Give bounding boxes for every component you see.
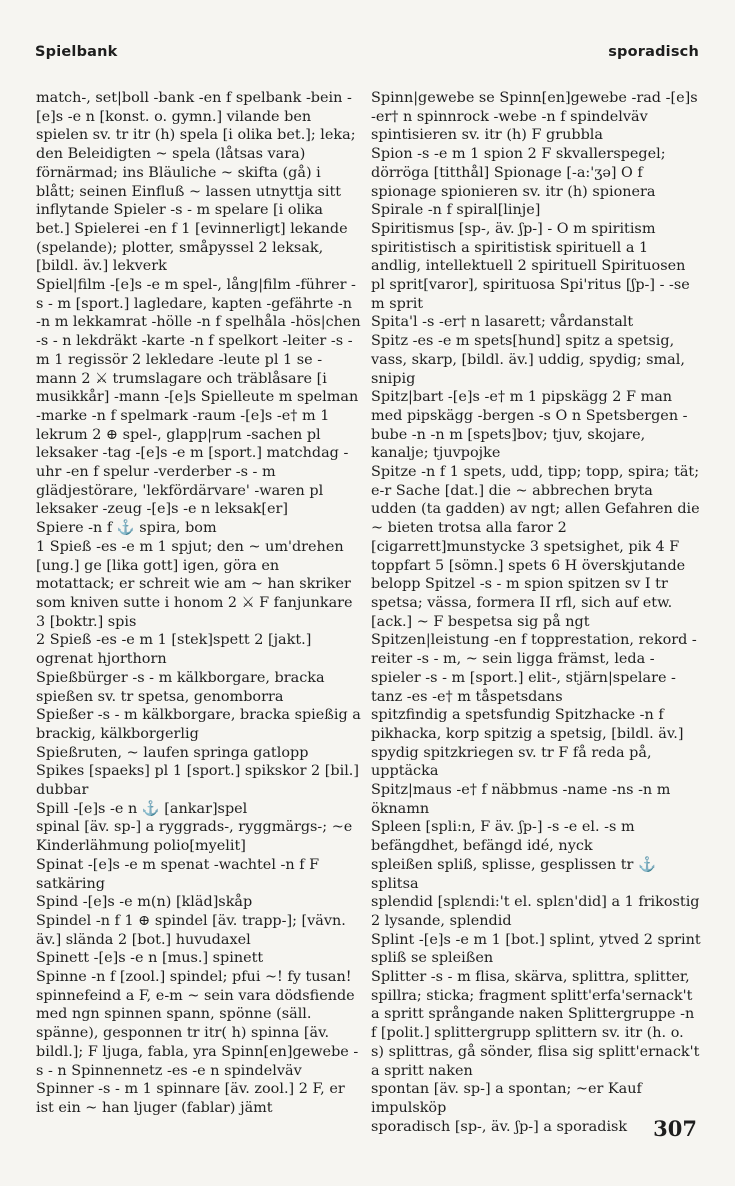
dictionary-entry: Spinett -[e]s -e n [mus.] spinett: [36, 950, 264, 967]
dictionary-entry: Spitzen|leistung -en f topprestation, rekord -reiter -s - m, ~ sein ligga främst, leda -spieler -s - m [sport.] elit-, stjärn|spelare -tanz -es -e† m tåspetsdans: [371, 632, 697, 705]
dictionary-entry: Spießruten, ~ laufen springa gatlopp: [36, 744, 309, 761]
dictionary-entry: Spiere -n f ⚓ spira, bom: [36, 520, 217, 537]
right-column: [371, 89, 701, 1136]
dictionary-entry: Spikes [spaeks] pl 1 [sport.] spikskor 2 [bil.] dubbar: [36, 763, 359, 799]
dictionary-entry: spliß se spleißen: [371, 950, 494, 967]
dictionary-entry: Spiritismus [sp-, äv. ʃp-] - O m spiritism spiritistisch a spiritistisk spirituell a 1 andlig, intellektuell 2 spirituell Spirituosen pl sprit[varor], spirituosa Spi'ritus [ʃp-] - -se m sprit: [371, 220, 690, 312]
dictionary-entry: Spill -[e]s -e n ⚓ [ankar]spel: [36, 800, 248, 817]
dictionary-entry: spontan [äv. sp-] a spontan; ~er Kauf impulsköp: [371, 1081, 642, 1116]
dictionary-entry: Spießbürger -s - m kälkborgare, bracka: [36, 669, 325, 686]
dictionary-entry: Spitz|maus -e† f näbbmus -name -ns -n m öknamn: [371, 782, 671, 817]
running-head-right: sporadisch: [608, 44, 699, 60]
dictionary-entry: Spind -[e]s -e m(n) [kläd]skåp: [36, 894, 253, 911]
dictionary-entry: match-, set|boll -bank -en f spelbank -bein -[e]s -e n [konst. o. gymn.] vilande ben: [36, 90, 352, 125]
left-column: [36, 89, 361, 1118]
dictionary-entry: spinal [äv. sp-] a ryggrads-, ryggmärgs-; ~e Kinderlähmung polio[myelit]: [36, 819, 353, 855]
dictionary-entry: spleißen spliß, splisse, gesplissen tr ⚓ splitsa: [371, 856, 656, 892]
dictionary-entry: spielen sv. tr itr (h) spela [i olika bet.]; leka; den Beleidigten ~ spela (låtsas vara) förnärmad; ins Bläuliche ~ skifta (gå) i blått; seinen Einfluß ~ lassen utnyttja sitt inflytande Spieler -s - m spelare [i olika bet.] Spielerei -en f 1 [evinnerligt] lekande (spelande); plotter, småpyssel 2 leksak, [bildl. äv.] lekverk: [36, 127, 356, 275]
page-number: 307: [653, 1116, 697, 1141]
dictionary-entry: Spitz -es -e m spets[hund] spitz a spetsig, vass, skarp, [bildl. äv.] uddig, spydig; smal, snipig: [371, 333, 685, 387]
dictionary-entry: spießen sv. tr spetsa, genomborra: [36, 688, 284, 705]
dictionary-entry: Splint -[e]s -e m 1 [bot.] splint, ytved 2 sprint: [371, 931, 701, 948]
dictionary-entry: Spiel|film -[e]s -e m spel-, lång|film -führer -s - m [sport.] lagledare, kapten -gefährte -n -n m lekkamrat -hölle -n f spelhåla -hös|chen -s - n lekdräkt -karte -n f spelkort -leiter -s - m 1 regissör 2 lekledare -leute pl 1 se -mann 2 ⚔ trumslagare och träblåsare [i musikkår] -mann -[e]s Spielleute m spelman -marke -n f spelmark -raum -[e]s -e† m 1 lekrum 2 ⊕ spel-, glapp|rum -sachen pl leksaker -tag -[e]s -e m [sport.] matchdag -uhr -en f spelur -verderber -s - m glädjestörare, 'lekfördärvare' -waren pl leksaker -zeug -[e]s -e n leksak[er]: [36, 277, 361, 518]
dictionary-entry: Spinn|gewebe se Spinn[en]gewebe -rad -[e]s -er† n spinnrock -webe -n f spindelväv: [371, 90, 698, 125]
dictionary-entry: spitzfindig a spetsfundig Spitzhacke -n f pikhacka, korp spitzig a spetsig, [bildl. äv.] spydig spitzkriegen sv. tr F få reda på, upptäcka: [371, 707, 684, 780]
dictionary-entry: 2 Spieß -es -e m 1 [stek]spett 2 [jakt.] ogrenat hjorthorn: [36, 632, 312, 668]
dictionary-entry: Spleen [spli:n, F äv. ʃp-] -s -e el. -s m befängdhet, befängd idé, nyck: [371, 819, 635, 855]
dictionary-entry: spintisieren sv. itr (h) F grubbla: [371, 127, 603, 144]
dictionary-entry: Splitter -s - m flisa, skärva, splittra, splitter, spillra; sticka; fragment splitt'erfa'sernack't a spritt språngande naken Splittergruppe -n f [polit.] splittergrupp splittern sv. itr (h. o. s) splittras, gå sönder, flisa sig splitt'ernack't a spritt naken: [371, 969, 700, 1079]
dictionary-entry: Spinne -n f [zool.] spindel; pfui ~! fy tusan! spinnefeind a F, e-m ~ sein vara dödsfiende med ngn spinnen spann, spönne (säll. spänne), gesponnen tr itr( h) spinna [äv. bildl.]; F ljuga, fabla, yra Spinn[en]gewebe -s - n Spinnennetz -es -e n spindelväv Spinner -s - m 1 spinnare [äv. zool.] 2 F, er ist ein ~ han ljuger (fablar) jämt: [36, 969, 359, 1116]
dictionary-entry: splendid [splɛndi:'t el. splɛn'did] a 1 frikostig 2 lysande, splendid: [371, 894, 700, 929]
dictionary-entry: Spirale -n f spiral[linje]: [371, 202, 541, 219]
dictionary-entry: Spion -s -e m 1 spion 2 F skvallerspegel; dörröga [titthål] Spionage [-a:'ʒə] O f spionage spionieren sv. itr (h) spionera: [371, 146, 666, 200]
dictionary-entry: Spindel -n f 1 ⊕ spindel [äv. trapp-]; [vävn. äv.] slända 2 [bot.] huvudaxel: [36, 912, 346, 948]
dictionary-entry: Spitz|bart -[e]s -e† m 1 pipskägg 2 F man med pipskägg -bergen -s O n Spetsbergen -bube -n -n m [spets]bov; tjuv, skojare, kanalje; tjuvpojke: [371, 389, 688, 462]
dictionary-entry: Spießer -s - m kälkborgare, bracka spießig a brackig, kälkborgerlig: [36, 707, 361, 742]
dictionary-entry: Spinat -[e]s -e m spenat -wachtel -n f F satkäring: [36, 856, 320, 892]
dictionary-entry: Spita'l -s -er† n lasarett; vårdanstalt: [371, 314, 634, 331]
dictionary-entry: sporadisch [sp-, äv. ʃp-] a sporadisk: [371, 1118, 628, 1135]
dictionary-entry: 1 Spieß -es -e m 1 spjut; den ~ um'drehen [ung.] ge [lika gott] igen, göra en motattack; er schreit wie am ~ han skriker som kniven sutte i honom 2 ⚔ F fanjunkare 3 [boktr.] spis: [36, 538, 353, 630]
running-head-left: Spielbank: [35, 44, 118, 60]
dictionary-entry: Spitze -n f 1 spets, udd, tipp; topp, spira; tät; e-r Sache [dat.] die ~ abbrechen bryta udden (ta gadden) av ngt; allen Gefahren die ~ bieten trotsa alla faror 2 [cigarrett]munstycke 3 spetsighet, pik 4 F toppfart 5 [sömn.] spets 6 H överskjutande belopp Spitzel -s - m spion spitzen sv I tr spetsa; vässa, formera II rfl, sich auf etw. [ack.] ~ F bespetsa sig på ngt: [371, 464, 700, 630]
